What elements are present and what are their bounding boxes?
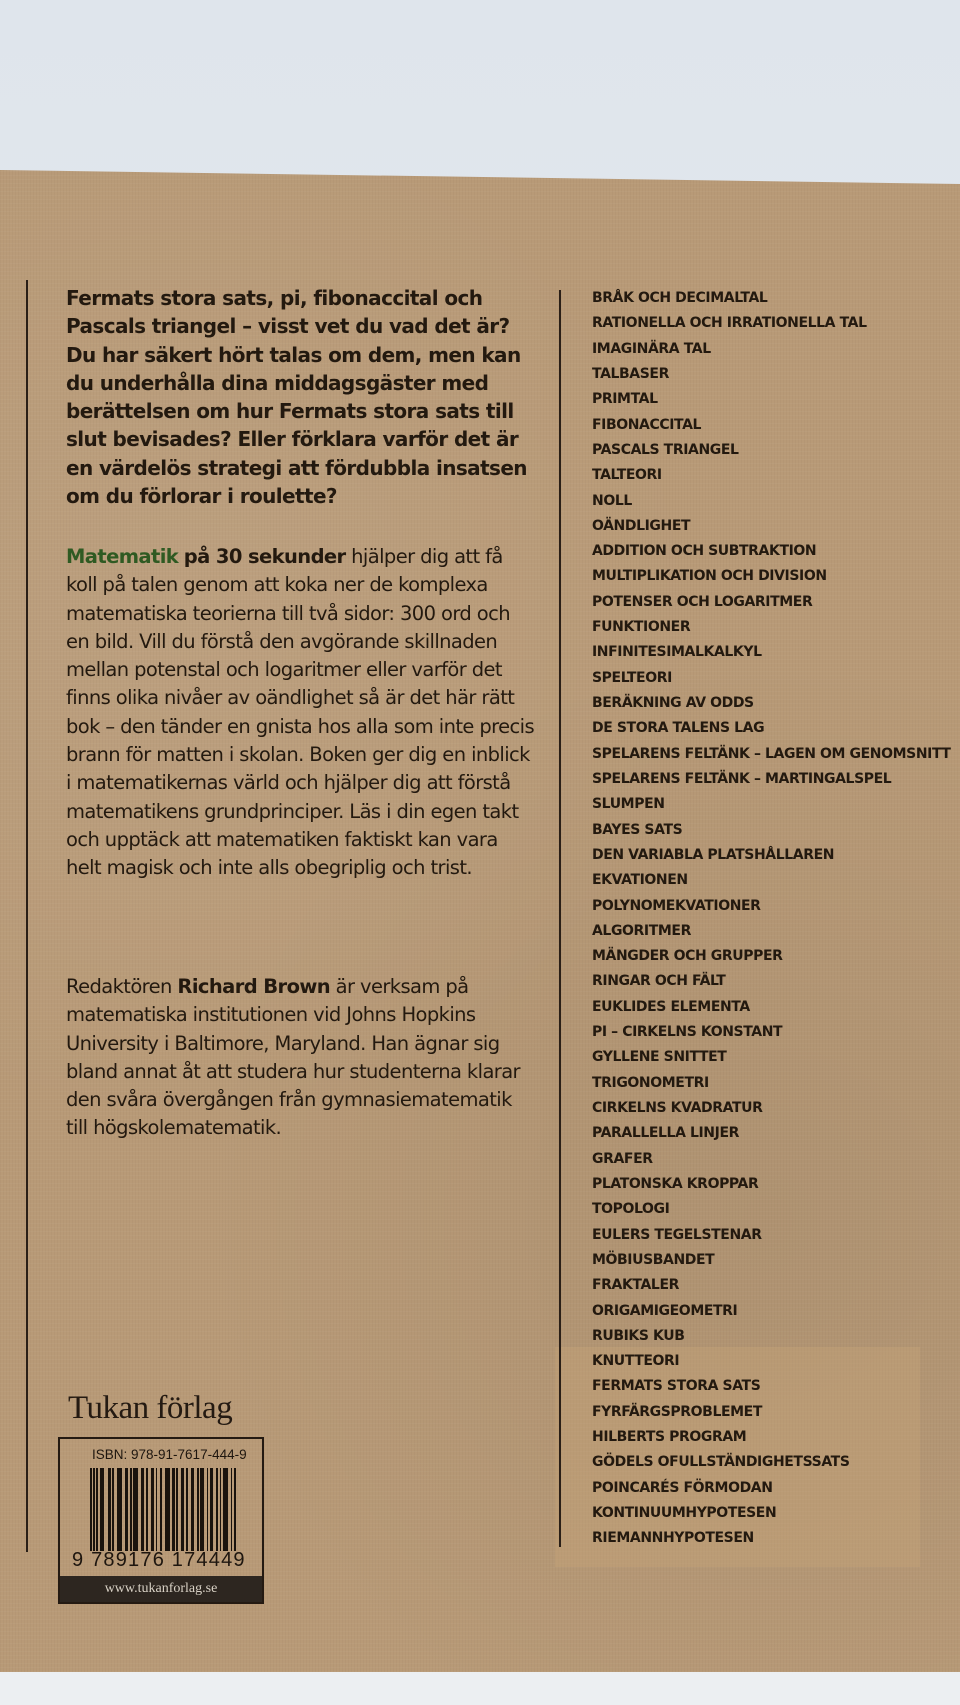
toc-item: MÖBIUSBANDET	[592, 1251, 715, 1268]
toc-item: RIEMANNHYPOTESEN	[592, 1530, 754, 1547]
toc-item: SLUMPEN	[592, 796, 665, 813]
toc-item: BERÄKNING AV ODDS	[592, 695, 754, 711]
description-paragraph	[66, 543, 536, 883]
toc-item: TALTEORI	[592, 467, 662, 484]
toc-item: TALBASER	[592, 365, 669, 382]
book-title-green: Matematik	[66, 545, 179, 568]
toc-item: POLYNOMEKVATIONER	[592, 897, 761, 914]
toc-item: OÄNDLIGHET	[592, 517, 691, 534]
toc-item: KNUTTEORI	[592, 1353, 680, 1370]
toc-item: DEN VARIABLA PLATSHÅLLAREN	[592, 846, 835, 863]
right-column-rule	[559, 290, 561, 1547]
editor-prefix: Redaktören	[66, 975, 178, 998]
toc-item: BAYES SATS	[592, 821, 683, 838]
toc-item: PI – CIRKELNS KONSTANT	[592, 1024, 783, 1041]
isbn-label: ISBN: 978-91-7617-444-9	[92, 1447, 247, 1462]
barcode-icon	[90, 1468, 238, 1551]
publisher-logo: Tukan förlag	[68, 1390, 233, 1426]
toc-item: SPELARENS FELTÄNK – LAGEN OM GENOMSNITT	[592, 745, 951, 762]
intro-text: Fermats stora sats, pi, fibonaccital och Pascals triangel – visst vet du vad det är? Du har säkert hört talas om dem, men kan du underhålla dina middagsgäster med berättelsen om hur Fermats stora sats till slut bevisades? Eller förklara varför det är en värdelös strategi att fördubbla insatsen om du förlorar i roulette?	[66, 286, 527, 509]
toc-item: EKVATIONEN	[592, 872, 688, 889]
toc-item: FRAKTALER	[592, 1277, 679, 1294]
toc-item: BRÅK OCH DECIMALTAL	[592, 290, 768, 306]
toc-item: DE STORA TALENS LAG	[592, 720, 765, 737]
left-column-rule	[26, 280, 28, 1552]
toc-item: MULTIPLIKATION OCH DIVISION	[592, 568, 827, 585]
barcode-block	[58, 1437, 264, 1604]
toc-item: FIBONACCITAL	[592, 416, 702, 433]
toc-item: GÖDELS OFULLSTÄNDIGHETSSATS	[592, 1454, 850, 1471]
toc-item: FUNKTIONER	[592, 619, 691, 636]
toc-item: TRIGONOMETRI	[592, 1074, 709, 1091]
toc-item: POTENSER OCH LOGARITMER	[592, 593, 813, 610]
toc-item: POINCARÉS FÖRMODAN	[592, 1479, 773, 1496]
toc-item: TOPOLOGI	[592, 1201, 670, 1218]
background-cloth	[0, 1670, 960, 1705]
editor-name: Richard Brown	[177, 975, 331, 998]
toc-item: SPELTEORI	[592, 669, 672, 686]
toc-item: SPELARENS FELTÄNK – MARTINGALSPEL	[592, 770, 892, 787]
toc-item: RUBIKS KUB	[592, 1327, 685, 1344]
toc-item: GRAFER	[592, 1150, 653, 1167]
toc-item: EUKLIDES ELEMENTA	[592, 998, 750, 1015]
toc-item: GYLLENE SNITTET	[592, 1049, 727, 1066]
publisher-website: www.tukanforlag.se	[60, 1576, 262, 1602]
toc-item: PLATONSKA KROPPAR	[592, 1175, 759, 1192]
toc-item: FERMATS STORA SATS	[592, 1378, 761, 1395]
toc-item: HILBERTS PROGRAM	[592, 1429, 747, 1446]
description-text: hjälper dig att få koll på talen genom att koka ner de komplexa matematiska teorierna till två sidor: 300 ord och en bild. Vill du förstå den avgörande skillnaden mellan potenstal och logaritmer eller varför det finns olika nivåer av oändlighet så är det här rätt bok – den tänder en gnista hos alla som inte precis brann för matten i skolan. Boken ger dig en inblick i matematikernas värld och hjälper dig att förstå matematikens grundprinciper. Läs i din egen takt och upptäck att matematiken faktiskt kan vara helt magisk och inte alls obegriplig och trist.	[66, 545, 535, 880]
toc-item: PASCALS TRIANGEL	[592, 441, 739, 458]
toc-item: PRIMTAL	[592, 391, 658, 408]
toc-item: NOLL	[592, 492, 632, 509]
toc-item: ADDITION OCH SUBTRAKTION	[592, 543, 817, 560]
book-title-rest: på 30 sekunder	[183, 545, 346, 568]
toc-item: RATIONELLA OCH IRRATIONELLA TAL	[592, 315, 867, 332]
editor-paragraph	[66, 973, 536, 1143]
toc-item: FYRFÄRGSPROBLEMET	[592, 1403, 762, 1420]
barcode-digits: 9 789176 174449	[72, 1549, 246, 1571]
toc-item: INFINITESIMALKALKYL	[592, 644, 762, 661]
toc-item: PARALLELLA LINJER	[592, 1125, 739, 1142]
toc-item: IMAGINÄRA TAL	[592, 340, 711, 357]
toc-item: KONTINUUMHYPOTESEN	[592, 1505, 777, 1521]
toc-item: MÄNGDER OCH GRUPPER	[592, 948, 783, 965]
toc-item: ORIGAMIGEOMETRI	[592, 1302, 738, 1319]
toc-item: ALGORITMER	[592, 922, 691, 939]
toc-item: EULERS TEGELSTENAR	[592, 1226, 762, 1243]
toc-item: CIRKELNS KVADRATUR	[592, 1100, 763, 1116]
intro-paragraph	[66, 284, 536, 510]
toc-item: RINGAR OCH FÄLT	[592, 973, 726, 990]
editor-bio: är verksam på matematiska institutionen vid Johns Hopkins University i Baltimore, Maryland. Han ägnar sig bland annat åt att studera hur studenterna klarar den svåra övergången från gymnasiematematik till högskolematematik.	[66, 975, 520, 1140]
table-of-contents	[592, 286, 951, 1552]
